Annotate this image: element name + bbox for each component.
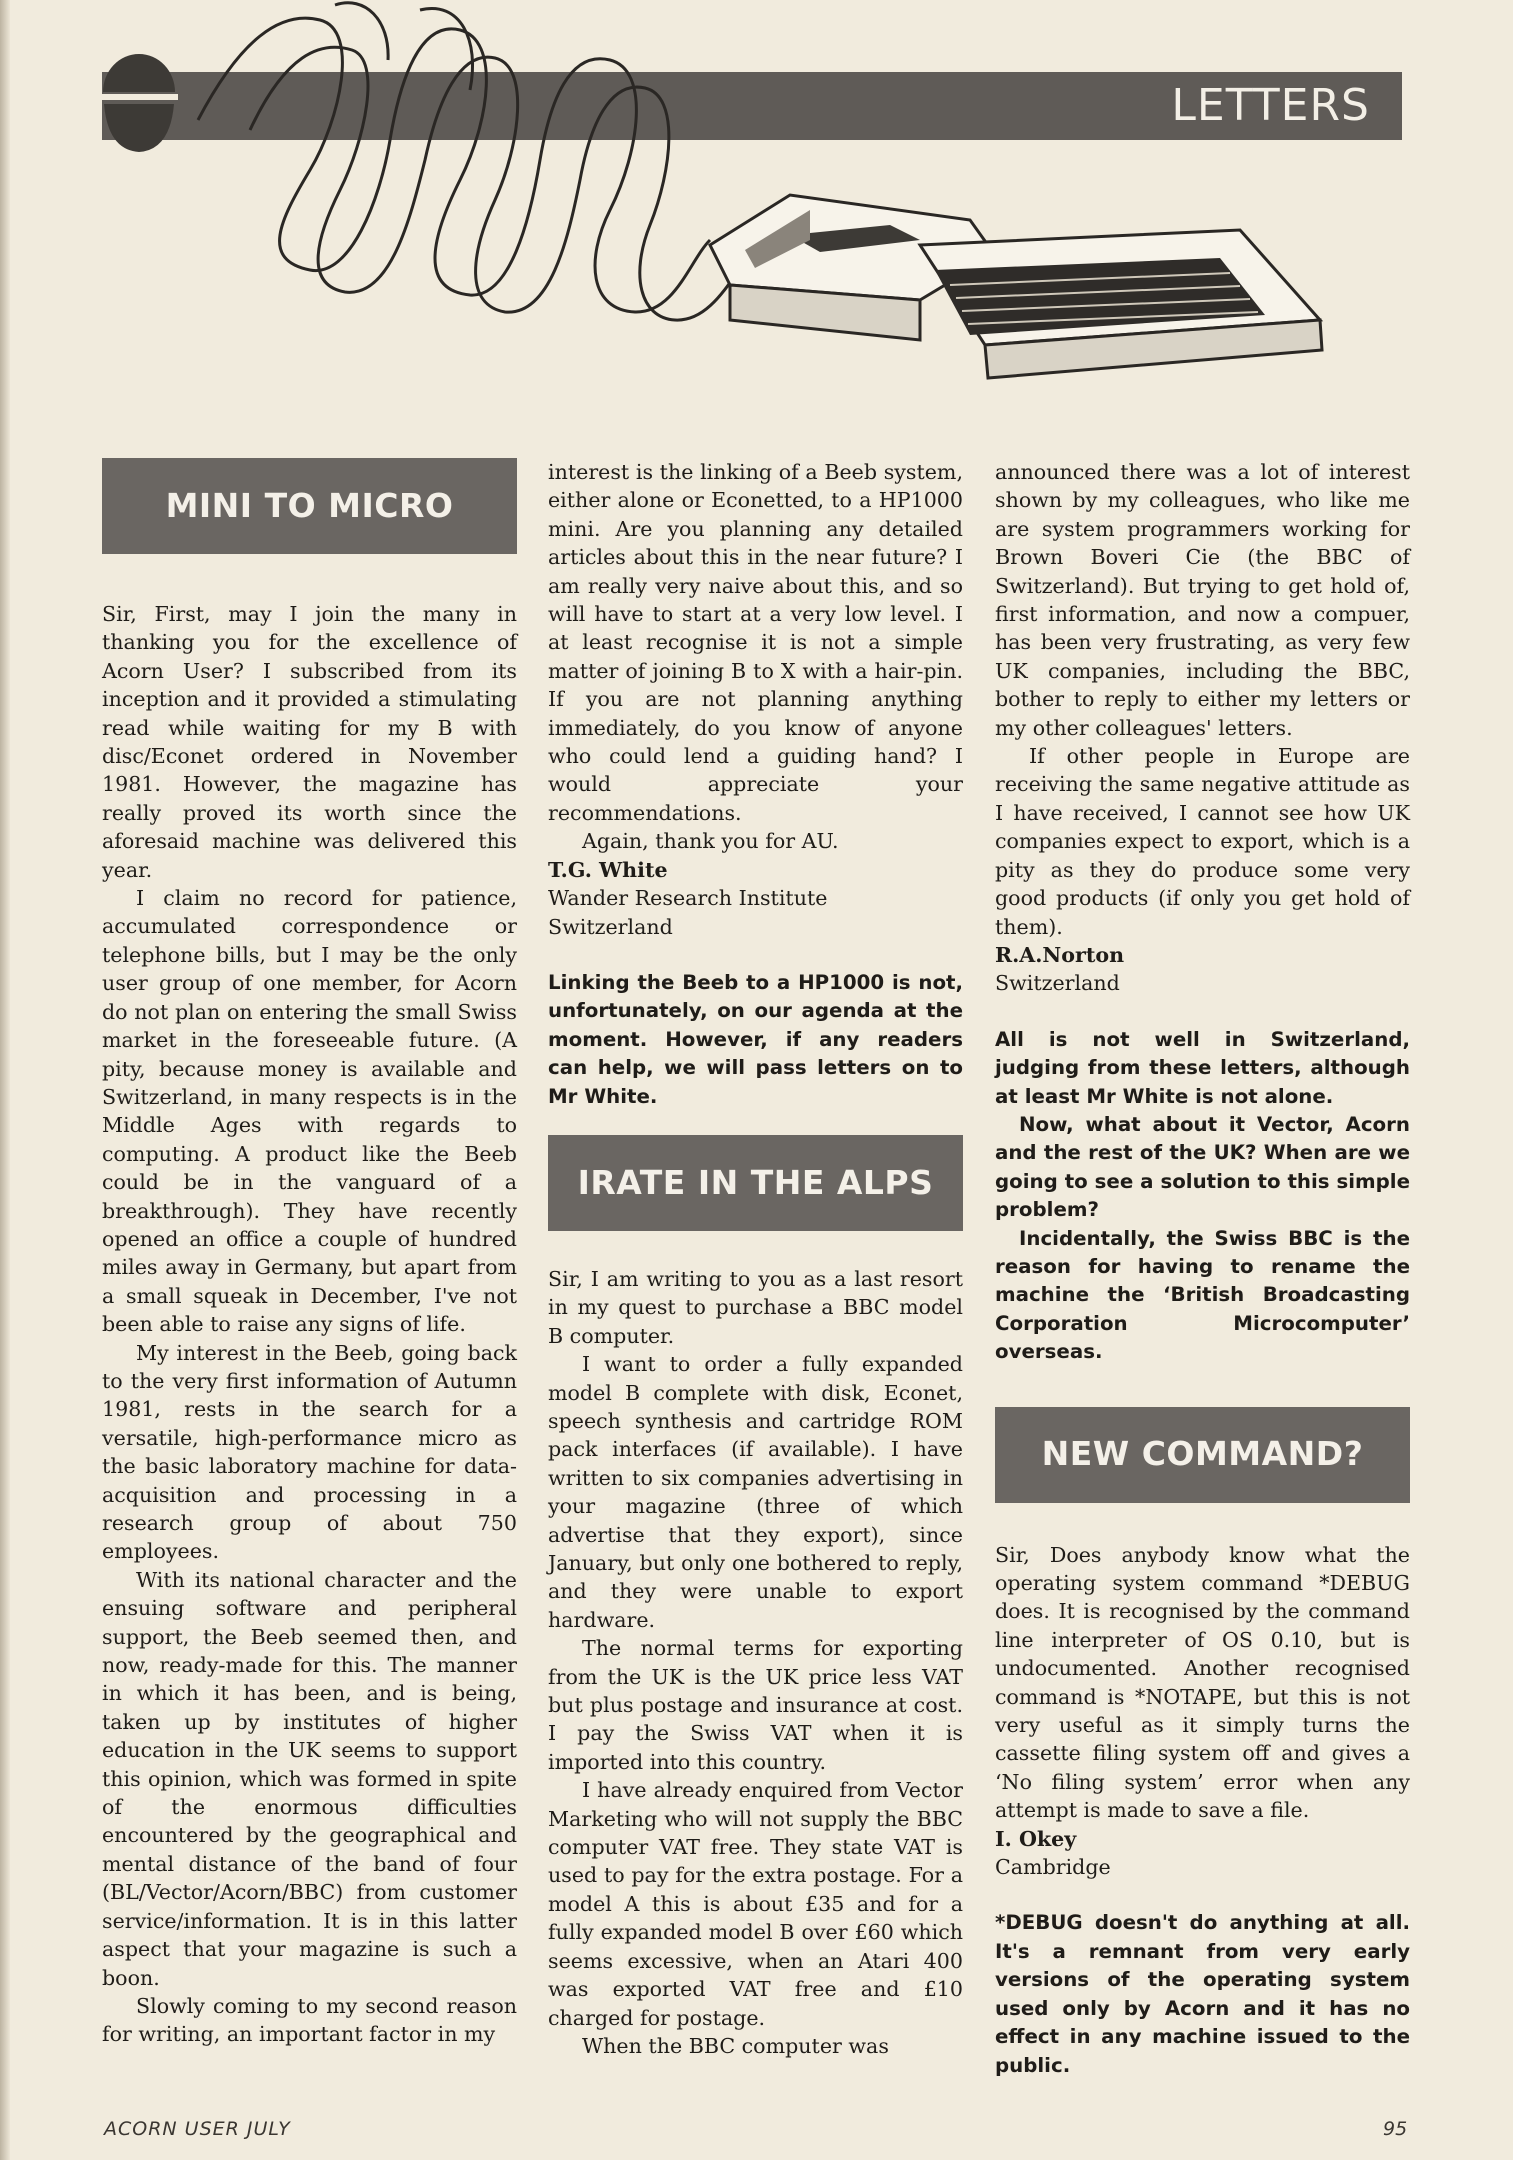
letter-paragraph: My interest in the Beeb, going back to the very first information of Autumn 1981, rests in the search for a versatile, high-performance micro as the basic laboratory machine for data-acquisition and processing in a research group of about 750 employees.	[102, 1340, 517, 1564]
letter-paragraph: When the BBC computer was	[582, 2033, 889, 2058]
computer-illustration	[90, 0, 1420, 420]
letter-signature: I. Okey	[995, 1826, 1077, 1851]
letter-paragraph: Slowly coming to my second reason for writing, an important factor in my	[102, 1993, 517, 2047]
section-title: LETTERS	[1171, 80, 1370, 131]
letter-paragraph: Sir, I am writing to you as a last resort in my quest to purchase a BBC model B computer.	[548, 1266, 963, 1348]
letter-location: Switzerland	[995, 971, 1120, 996]
reply-paragraph: Linking the Beeb to a HP1000 is not, unfortunately, on our agenda at the moment. However, if any readers can help, we will pass letters on to Mr White.	[548, 970, 963, 1108]
column-2	[548, 458, 963, 2060]
letter-signature: R.A.Norton	[995, 942, 1125, 967]
editor-reply	[995, 1026, 1410, 1367]
letter-paragraph: If other people in Europe are receiving the same negative attitude as I have received, I cannot see how UK companies expect to export, which is a pity as they do produce some very good products (if only you get hold of them).	[995, 744, 1410, 939]
editor-reply	[548, 969, 963, 1111]
column-3	[995, 458, 1410, 2080]
letter-location: Switzerland	[548, 914, 673, 939]
letter-paragraph: With its national character and the ensuing software and peripheral support, the Beeb seemed then, and now, ready-made for this. The manner in which it has been, and is being, taken up by institutes of higher education in the UK seems to support this opinion, which was formed in spite of the enormous difficulties encountered by the geographical and mental distance of the band of four (BL/Vector/Acorn/BBC) from customer service/information. It is in this latter aspect that your magazine is such a boon.	[102, 1567, 517, 1990]
acorn-logo-icon	[100, 54, 178, 152]
letter-location: Wander Research Institute	[548, 886, 828, 911]
letter-paragraph: I have already enquired from Vector Marketing who will not supply the BBC computer VAT free. They state VAT is used to pay for the extra postage. For a model A this is about £35 and for a fully expanded model B over £60 which seems excessive, when an Atari 400 was exported VAT free and £10 charged for postage.	[548, 1778, 963, 2030]
letter-paragraph: announced there was a lot of interest shown by my colleagues, who like me are system programmers working for Brown Boveri Cie (the BBC of Switzerland). But trying to get hold of, first information, and now a compuer, has been very frustrating, as very few UK companies, including the BBC, bother to reply to either my letters or my other colleagues' letters.	[995, 460, 1410, 740]
reply-paragraph: All is not well in Switzerland, judging from these letters, although at least Mr White is not alone.	[995, 1027, 1410, 1108]
letter-paragraph: I want to order a fully expanded model B complete with disk, Econet, speech synthesis and cartridge ROM pack interfaces (if available). I have written to six companies advertising in your magazine (three of which advertise that they export), since January, but only one bothered to reply, and they were unable to export hardware.	[548, 1352, 963, 1632]
footer-publication: ACORN USER JULY	[104, 2118, 291, 2140]
letter-heading-new-command: NEW COMMAND?	[995, 1407, 1410, 1503]
letter-paragraph: I claim no record for patience, accumulated correspondence or telephone bills, but I may be the only user group of one member, for Acorn do not plan on entering the small Swiss market in the foreseeable future. (A pity, because money is available and Switzerland, in many respects is in the Middle Ages with regards to computing. A product like the Beeb could be in the vanguard of a breakthrough). They have recently opened an office a couple of hundred miles away in Germany, but apart from a small squeak in December, I've not been able to raise any signs of life.	[102, 886, 517, 1337]
reply-paragraph: Incidentally, the Swiss BBC is the reason for having to rename the machine the ‘British Broadcasting Corporation Microcomputer’ overseas.	[995, 1226, 1410, 1364]
letter-paragraph: Sir, Does anybody know what the operating system command *DEBUG does. It is recognised by the command line interpreter of OS 0.10, but is undocumented. Another recognised command is *NOTAPE, but this is not very useful as it simply turns the cassette filing system off and gives a ‘No filing system’ error when any attempt is made to save a file.	[995, 1542, 1410, 1823]
letter-paragraph: The normal terms for exporting from the UK is the UK price less VAT but plus postage and insurance at cost. I pay the Swiss VAT when it is imported into this country.	[548, 1636, 963, 1774]
letter-location: Cambridge	[995, 1855, 1111, 1880]
page-binding-edge	[0, 0, 10, 2160]
letter-heading-irate-in-the-alps: IRATE IN THE ALPS	[548, 1135, 963, 1231]
letter-paragraph: interest is the linking of a Beeb system, either alone or Econetted, to a HP1000 mini. Are you planning any detailed articles about this in the near future? I am really very naive about this, and so will have to start at a very low level. I at least recognise it is not a simple matter of joining B to X with a hair-pin. If you are not planning anything immediately, do you know of anyone who could lend a guiding hand? I would appreciate your recommendations.	[548, 460, 963, 825]
letter-signature: T.G. White	[548, 857, 668, 882]
letter-heading-mini-to-micro: MINI TO MICRO	[102, 458, 517, 554]
column-1	[102, 458, 517, 2049]
reply-paragraph: Now, what about it Vector, Acorn and the rest of the UK? When are we going to see a solution to this simple problem?	[995, 1112, 1410, 1222]
editor-reply	[995, 1909, 1410, 2079]
footer-page-number: 95	[1383, 2118, 1408, 2140]
letter-paragraph: Again, thank you for AU.	[582, 829, 839, 854]
letter-paragraph: Sir, First, may I join the many in thanking you for the excellence of Acorn User? I subscribed from its inception and it provided a stimulating read while waiting for my B with disc/Econet ordered in November 1981. However, the magazine has really proved its worth since the aforesaid machine was delivered this year.	[102, 602, 517, 882]
reply-paragraph: *DEBUG doesn't do anything at all. It's a remnant from very early versions of the operating system used only by Acorn and it has no effect in any machine issued to the public.	[995, 1911, 1410, 2077]
keyboard-illustration	[920, 230, 1322, 378]
